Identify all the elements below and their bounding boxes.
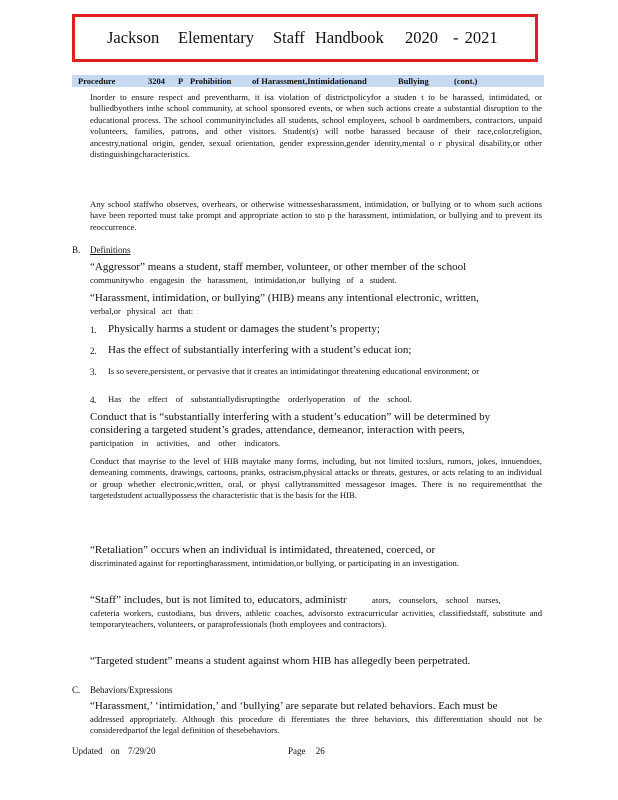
item-1-text: Physically harms a student or damages the student’s property; [108,323,380,335]
title-year-end: - 2021 [453,28,498,47]
aggressor-definition-cont: communitywho engagesin the harassment, intimidation,or bullying of a student. [90,275,397,285]
hib-definition-cont: verbal,or physical act that: [90,306,194,316]
staff-definition-cont: cafeteria workers, custodians, bus drivers, athletic coaches, advisorsto extracurricular activities, classifiedstaff, substitute and temporaryteachers, volunteers, or paraprofessionals (both employees and contractors). [90,608,542,630]
item-2-number: 2. [90,346,97,356]
title-word-staff: Staff [273,28,305,47]
title-word-elementary: Elementary [178,28,255,47]
staff-definition-list-a: ators, counselors, school nurses, [372,595,501,605]
behaviors-paragraph: “Harassment,’ ‘intimidation,’ and ‘bullying’ are separate but related behaviors. Each must be [90,700,498,712]
procedure-title-c: Bullying [398,76,429,86]
title-school: Jackson [107,28,160,47]
hib-definition: “Harassment, intimidation, or bullying” (HIB) means any intentional electronic, written, [90,292,479,304]
retaliation-definition-cont: discriminated against for reportingharassment, intimidation,or bullying, or participating in an investigation. [90,558,459,568]
item-1-number: 1. [90,325,97,335]
procedure-title-a: Prohibition [190,76,232,86]
footer-updated: Updated on 7/29/20 [72,746,156,756]
section-b-letter: B. [72,245,81,255]
retaliation-definition: “Retaliation” occurs when an individual is intimidated, threatened, coerced, or [90,544,436,556]
aggressor-definition: “Aggressor” means a student, staff member, volunteer, or other member of the school [90,261,467,273]
section-c-letter: C. [72,685,81,695]
item-3-text: Is so severe,persistent, or pervasive that it creates an intimidatingor threatening educational environment; or [108,366,480,376]
behaviors-paragraph-cont: addressed appropriately. Although this procedure di fferentiates the three behaviors, this differentiation should not be consideredpartof the legal definition of thesebehaviors. [90,714,542,736]
section-b-title: Definitions [90,245,131,255]
procedure-number: 3204 [148,76,165,86]
staff-action-paragraph: Any school staffwho observes, overhears, or otherwise witnessesharassment, intimidation, or bullying or to whom such actions have been reported must take prompt and appropriate action to sto p the harassment, intimidation, or bullying and to prevent its reoccurrence. [90,199,542,232]
procedure-header-bar [72,75,544,87]
item-4-number: 4. [90,395,97,405]
intro-paragraph: Inorder to ensure respect and preventharm, it isa violation of districtpolicyfor a studen t to be harassed, intimidated, or bulliedbyothers inthe school community, at school sponsored events, or when such actions create a substantial disruption to the educational process. The school communityincludes all students, school employees, school b oardmembers, contractors, unpaid volunteers, families, patrons, and other visitors. Student(s) will notbe harassed because of their race,color,religion, ancestry,national origin, gender, sexual orientation, gender expression,gender identity,mental o r physical disability,or other distinguishingcharacteristics. [90,92,542,160]
procedure-cont: (cont.) [454,76,478,86]
conduct-forms-paragraph: Conduct that mayrise to the level of HIB maytake many forms, including, but not limited to:slurs, rumors, jokes, innuendoes, demeaning comments, drawings, cartoons, pranks, ostracism,physical attacks or threats, gestures, or acts relating to an individual or group whether electronic,written, oral, or physi callytransmitted messagesor images. There is no requirementthat the targetedstudent actuallypossess the characteristic that is the basis for the HIB. [90,456,542,501]
footer-page-number: Page 26 [288,746,325,756]
item-3-number: 3. [90,367,97,377]
section-c-title: Behaviors/Expressions [90,685,173,695]
targeted-student-definition: “Targeted student” means a student against whom HIB has allegedly been perpetrated. [90,655,471,667]
conduct-definition: Conduct that is “substantially interfering with a student’s education” will be determined by considering a targeted student’s grades, attendance, demeanor, interaction with peers, [90,411,491,436]
staff-definition: “Staff” includes, but is not limited to, educators, administr [90,594,347,606]
item-2-text: Has the effect of substantially interfering with a student’s educat ion; [108,344,412,356]
title-year-start: 2020 [405,28,438,47]
procedure-title-b: of Harassment,Intimidationand [252,76,367,86]
handbook-title-box [72,14,538,62]
procedure-p: P [178,76,184,86]
conduct-definition-cont: participation in activities, and other indicators. [90,438,281,448]
item-4-text: Has the effect of substantiallydisruptingthe orderlyoperation of the school. [108,394,412,404]
procedure-label: Procedure [78,76,116,86]
title-word-handbook: Handbook [315,28,384,47]
